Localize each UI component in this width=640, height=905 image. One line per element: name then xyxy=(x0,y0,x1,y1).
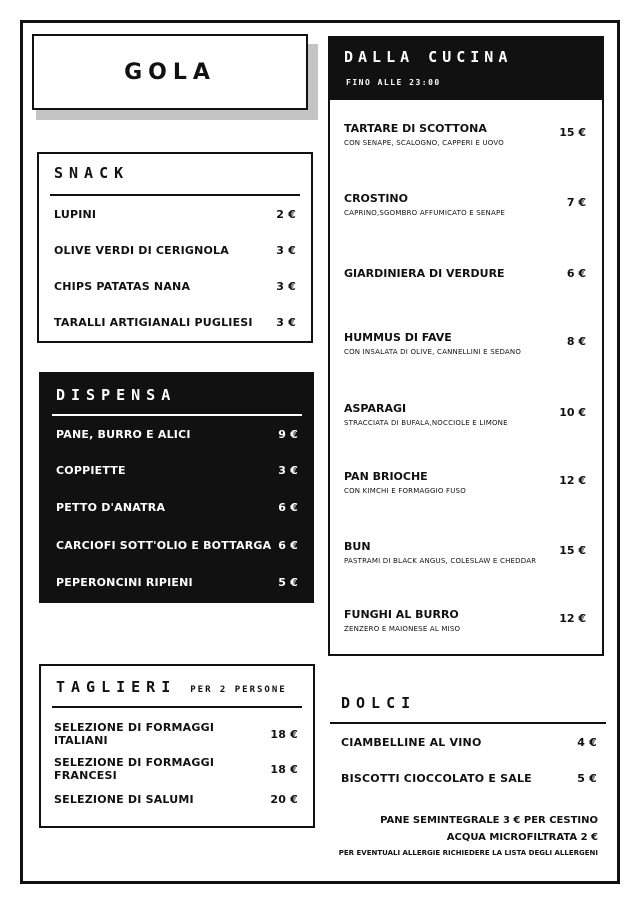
dolci-item xyxy=(341,772,597,785)
cucina-item-desc: CON INSALATA DI OLIVE, CANNELLINI E SEDANO xyxy=(344,348,522,356)
cucina-item xyxy=(344,608,590,633)
taglieri-item-name: SELEZIONE DI SALUMI xyxy=(54,793,194,806)
logo-box xyxy=(32,34,308,110)
dispensa-item-price: 3 € xyxy=(278,464,298,477)
dolci-item xyxy=(341,736,597,749)
taglieri-title xyxy=(56,678,287,696)
dispensa-item xyxy=(56,501,298,514)
taglieri-item-price: 18 € xyxy=(270,727,298,741)
snack-item-name: CHIPS PATATAS NANA xyxy=(54,280,191,293)
dispensa-item-name: COPPIETTE xyxy=(56,464,126,477)
cucina-title: DALLA CUCINA xyxy=(344,48,513,66)
dispensa-panel xyxy=(39,372,314,603)
dolci-item-price: 5 € xyxy=(577,772,597,785)
cucina-item-name: GIARDINIERA DI VERDURE xyxy=(344,267,505,280)
snack-item-price: 2 € xyxy=(276,208,296,221)
taglieri-title-text: TAGLIERI xyxy=(56,678,177,696)
snack-title: SNACK xyxy=(54,164,130,182)
cucina-item xyxy=(344,122,590,147)
dispensa-item xyxy=(56,464,298,477)
cucina-item-desc: CON KIMCHI E FORMAGGIO FUSO xyxy=(344,487,466,495)
cucina-item xyxy=(344,331,590,356)
cucina-item-price: 12 € xyxy=(559,612,586,625)
cucina-item-price: 12 € xyxy=(559,474,586,487)
dolci-rule xyxy=(330,722,606,724)
cucina-item-desc: ZENZERO E MAIONESE AL MISO xyxy=(344,625,461,633)
dolci-item-name: CIAMBELLINE AL VINO xyxy=(341,736,482,749)
cucina-item-desc: STRACCIATA DI BUFALA,NOCCIOLE E LIMONE xyxy=(344,419,508,427)
cucina-item-name: CROSTINO xyxy=(344,192,408,205)
cucina-item-price: 15 € xyxy=(559,544,586,557)
cucina-item-name: HUMMUS DI FAVE xyxy=(344,331,452,344)
cucina-item-name: BUN xyxy=(344,540,371,553)
dispensa-item-price: 5 € xyxy=(278,576,298,589)
cucina-item xyxy=(344,470,590,495)
taglieri-subtitle: PER 2 PERSONE xyxy=(190,685,287,695)
dispensa-item-price: 9 € xyxy=(278,428,298,441)
dispensa-rule xyxy=(52,414,302,416)
snack-item-name: OLIVE VERDI DI CERIGNOLA xyxy=(54,244,229,257)
dispensa-item xyxy=(56,539,298,552)
footer-bread: PANE SEMINTEGRALE 3 € PER CESTINO xyxy=(380,815,598,826)
dispensa-item-name: CARCIOFI SOTT'OLIO E BOTTARGA xyxy=(56,539,272,552)
footer-water: ACQUA MICROFILTRATA 2 € xyxy=(446,832,598,843)
cucina-item-name: PAN BRIOCHE xyxy=(344,470,428,483)
snack-item-name: LUPINI xyxy=(54,208,97,221)
dolci-item-price: 4 € xyxy=(577,736,597,749)
taglieri-item xyxy=(54,793,298,806)
cucina-item-price: 8 € xyxy=(566,335,586,348)
taglieri-item-name: SELEZIONE DI FORMAGGI ITALIANI xyxy=(54,721,215,747)
cucina-header xyxy=(328,36,604,100)
cucina-item-desc: CAPRINO,SGOMBRO AFFUMICATO E SENAPE xyxy=(344,209,506,217)
cucina-item-price: 10 € xyxy=(559,406,586,419)
cucina-item xyxy=(344,267,590,280)
dispensa-item-name: PEPERONCINI RIPIENI xyxy=(56,576,193,589)
dispensa-item-price: 6 € xyxy=(278,539,298,552)
cucina-item xyxy=(344,192,590,217)
dispensa-item-price: 6 € xyxy=(278,501,298,514)
cucina-item-desc: PASTRAMI DI BLACK ANGUS, COLESLAW E CHEDDAR xyxy=(344,557,537,565)
cucina-item-name: TARTARE DI SCOTTONA xyxy=(344,122,487,135)
cucina-item-price: 15 € xyxy=(559,126,586,139)
cucina-item xyxy=(344,540,590,565)
dolci-item-name: BISCOTTI CIOCCOLATO E SALE xyxy=(341,772,532,785)
cucina-item-price: 6 € xyxy=(566,267,586,280)
cucina-panel xyxy=(328,98,604,656)
cucina-item xyxy=(344,402,590,427)
logo-text: GOLA xyxy=(124,59,216,85)
cucina-item-desc: CON SENAPE, SCALOGNO, CAPPERI E UOVO xyxy=(344,139,504,147)
dispensa-item-name: PANE, BURRO E ALICI xyxy=(56,428,191,441)
dolci-title: DOLCI xyxy=(341,694,417,712)
taglieri-item xyxy=(54,756,298,782)
snack-item-price: 3 € xyxy=(276,280,296,293)
cucina-item-name: ASPARAGI xyxy=(344,402,407,415)
taglieri-item-name: SELEZIONE DI FORMAGGI FRANCESI xyxy=(54,756,215,782)
dispensa-title: DISPENSA xyxy=(56,386,177,404)
snack-item xyxy=(54,244,296,257)
snack-item xyxy=(54,280,296,293)
snack-item-name: TARALLI ARTIGIANALI PUGLIESI xyxy=(54,316,253,329)
dispensa-item xyxy=(56,576,298,589)
cucina-subtitle: FINO ALLE 23:00 xyxy=(346,78,441,87)
dispensa-item-name: PETTO D'ANATRA xyxy=(56,501,166,514)
snack-item-price: 3 € xyxy=(276,316,296,329)
cucina-item-price: 7 € xyxy=(566,196,586,209)
dispensa-item xyxy=(56,428,298,441)
snack-item xyxy=(54,316,296,329)
snack-item xyxy=(54,208,296,221)
cucina-item-name: FUNGHI AL BURRO xyxy=(344,608,459,621)
taglieri-item xyxy=(54,721,298,747)
snack-rule xyxy=(50,194,300,196)
snack-item-price: 3 € xyxy=(276,244,296,257)
taglieri-rule xyxy=(52,706,302,708)
taglieri-item-price: 18 € xyxy=(270,762,298,776)
taglieri-item-price: 20 € xyxy=(270,793,298,806)
footer-allergens: PER EVENTUALI ALLERGIE RICHIEDERE LA LISTA DEGLI ALLERGENI xyxy=(338,849,598,857)
